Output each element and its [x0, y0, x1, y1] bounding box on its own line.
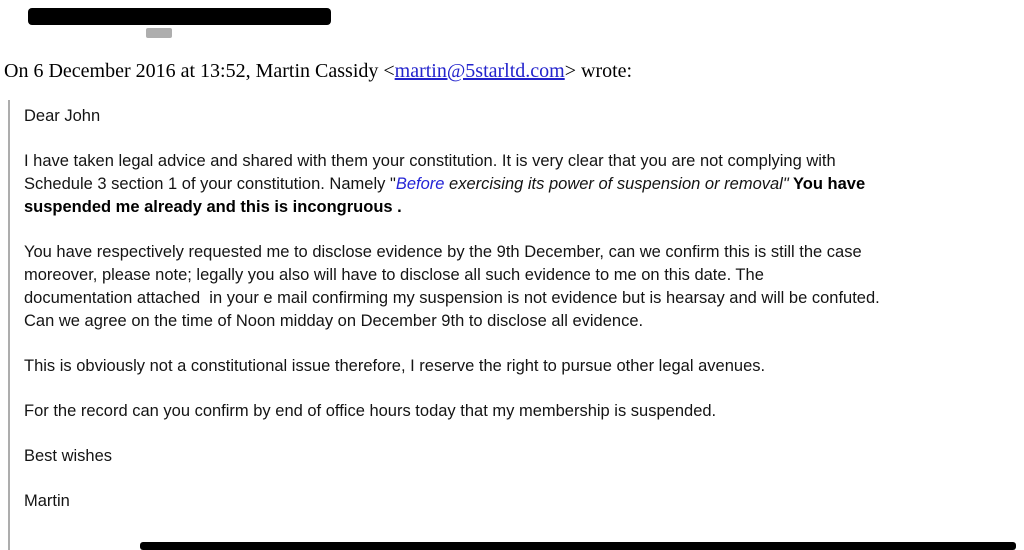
closing: Best wishes: [24, 447, 113, 465]
body-line: I have taken legal advice and shared with them your constitution. It is very clear that you are not complying with: [24, 152, 836, 170]
redaction-smudge: [146, 28, 172, 38]
quoted-phrase-rest: exercising its power of suspension or removal": [444, 175, 789, 193]
attribution-prefix: On 6 December 2016 at 13:52, Martin Cassidy <: [4, 60, 395, 82]
body-text-plain: Schedule 3 section 1 of your constitution. Namely ": [24, 175, 396, 193]
signature: Martin: [24, 492, 70, 510]
body-line: [24, 173, 948, 196]
redaction-bar-bottom: [140, 542, 1016, 550]
quoted-phrase-before: Before: [395, 175, 445, 193]
paragraph-membership-confirmation: For the record can you confirm by end of office hours today that my membership is suspended.: [24, 402, 717, 420]
paragraph-legal-advice: [24, 150, 948, 219]
paragraph-legal-avenues: This is obviously not a constitutional issue therefore, I reserve the right to pursue other legal avenues.: [24, 357, 766, 375]
attribution-suffix: > wrote:: [564, 60, 633, 82]
salutation: Dear John: [24, 107, 101, 125]
body-line: You have respectively requested me to disclose evidence by the 9th December, can we confirm this is still the case: [24, 243, 862, 261]
paragraph-evidence-disclosure: [24, 241, 948, 333]
sender-email-link[interactable]: martin@5starltd.com: [394, 60, 565, 82]
body-line: moreover, please note; legally you also will have to disclose all such evidence to me on this date. The: [24, 266, 764, 284]
bold-statement-end: suspended me already and this is incongruous .: [24, 198, 402, 216]
redaction-bar-top: [28, 8, 331, 25]
bold-statement-start: You have: [788, 175, 866, 193]
body-line: documentation attached in your e mail confirming my suspension is not evidence but is hearsay and will be confuted.: [24, 289, 880, 307]
body-line: Can we agree on the time of Noon midday on December 9th to disclose all evidence.: [24, 312, 644, 330]
quote-attribution-line: [4, 58, 632, 84]
quoted-message-body: [8, 100, 948, 550]
